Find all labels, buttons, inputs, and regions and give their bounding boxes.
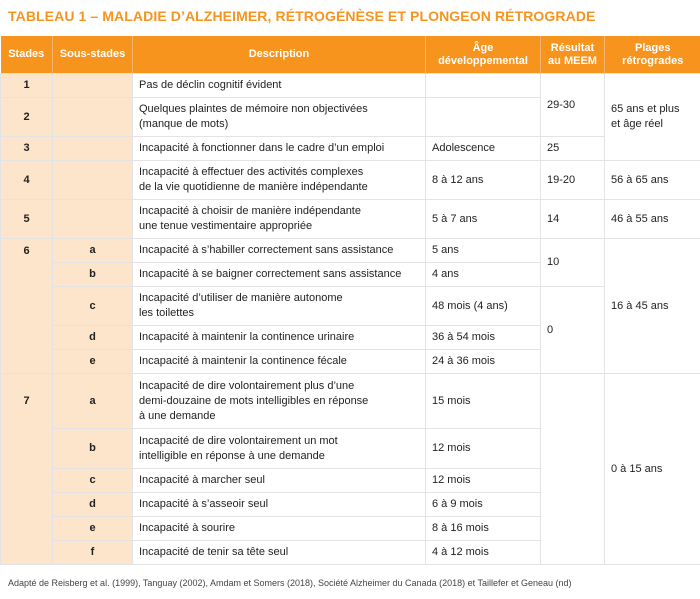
- description-line: Incapacité de dire volontairement un mot: [139, 434, 338, 447]
- table-row: [1, 200, 700, 239]
- description-cell: Incapacité à fonctionner dans le cadre d’un emploi: [133, 137, 426, 161]
- description-cell: Incapacité à maintenir la continence fécale: [133, 350, 426, 374]
- substage-cell: [53, 137, 133, 161]
- age-cell: 48 mois (4 ans): [426, 287, 541, 326]
- description-line: (manque de mots): [139, 118, 229, 130]
- description-line: Incapacité d’utiliser de manière autonome: [139, 292, 343, 304]
- description-cell: Incapacité à s’asseoir seul: [133, 493, 426, 517]
- header-description: Description: [133, 36, 426, 74]
- description-cell: Incapacité à marcher seul: [133, 469, 426, 493]
- mmse-cell: 19-20: [541, 161, 605, 200]
- description-cell: [133, 374, 426, 429]
- description-line: Incapacité à effectuer des activités complexes: [139, 166, 364, 178]
- description-cell: Incapacité à s’habiller correctement sans assistance: [133, 239, 426, 263]
- header-plages-line2: rétrogrades: [622, 54, 684, 67]
- mmse-cell: 10: [541, 239, 605, 287]
- mmse-cell: 0: [541, 287, 605, 374]
- age-cell: 24 à 36 mois: [426, 350, 541, 374]
- description-cell: Incapacité à maintenir la continence urinaire: [133, 326, 426, 350]
- header-plages-line1: Plages: [635, 41, 671, 54]
- age-cell: 12 mois: [426, 429, 541, 469]
- header-sous-stades: Sous-stades: [53, 36, 133, 74]
- header-mmse-line2: au MEEM: [548, 54, 597, 67]
- description-line: à une demande: [139, 409, 216, 422]
- mmse-cell: 25: [541, 137, 605, 161]
- description-cell: [133, 287, 426, 326]
- substage-cell: [53, 98, 133, 137]
- header-age: [426, 36, 541, 74]
- age-cell: 8 à 16 mois: [426, 517, 541, 541]
- substage-cell: c: [53, 469, 133, 493]
- substage-cell: a: [53, 374, 133, 429]
- stage-cell: 2: [1, 98, 53, 137]
- description-line: Incapacité à choisir de manière indépendante: [139, 205, 361, 217]
- header-age-line2: développemental: [438, 54, 528, 67]
- stage-cell: 4: [1, 161, 53, 200]
- substage-cell: [53, 161, 133, 200]
- stage-cell: 7: [1, 374, 53, 565]
- table-row: [1, 287, 700, 326]
- header-row: [1, 36, 700, 74]
- age-cell: [426, 98, 541, 137]
- mmse-cell: 14: [541, 200, 605, 239]
- stage-cell: 1: [1, 74, 53, 98]
- description-line: les toilettes: [139, 307, 195, 319]
- age-cell: 15 mois: [426, 374, 541, 429]
- description-cell: Incapacité de tenir sa tête seul: [133, 541, 426, 565]
- description-cell: [133, 98, 426, 137]
- description-cell: [133, 200, 426, 239]
- plage-cell: 0 à 15 ans: [605, 374, 700, 565]
- plage-cell: 16 à 45 ans: [605, 239, 700, 374]
- substage-cell: f: [53, 541, 133, 565]
- age-cell: 4 ans: [426, 263, 541, 287]
- age-cell: 4 à 12 mois: [426, 541, 541, 565]
- stage-cell: 5: [1, 200, 53, 239]
- table-row: [1, 137, 700, 161]
- header-mmse: [541, 36, 605, 74]
- source-caption: Adapté de Reisberg et al. (1999), Tanguay (2002), Amdam et Somers (2018), Société Alzheimer du Canada (2018) et Taillefer et Geneau (nd): [8, 578, 572, 588]
- description-cell: Incapacité à sourire: [133, 517, 426, 541]
- stage-cell: 3: [1, 137, 53, 161]
- substage-cell: b: [53, 263, 133, 287]
- table-row: [1, 74, 700, 98]
- description-cell: [133, 161, 426, 200]
- substage-cell: e: [53, 350, 133, 374]
- age-cell: 6 à 9 mois: [426, 493, 541, 517]
- age-cell: 5 ans: [426, 239, 541, 263]
- header-plages: [605, 36, 700, 74]
- age-cell: 5 à 7 ans: [426, 200, 541, 239]
- plage-cell: [605, 74, 700, 161]
- description-cell: [133, 429, 426, 469]
- age-cell: Adolescence: [426, 137, 541, 161]
- table-title: TABLEAU 1 – MALADIE D’ALZHEIMER, RÉTROGÉNÈSE ET PLONGEON RÉTROGRADE: [8, 8, 596, 24]
- substage-cell: c: [53, 287, 133, 326]
- description-line: demi-douzaine de mots intelligibles en réponse: [139, 394, 369, 407]
- header-stades: Stades: [1, 36, 53, 74]
- plage-cell: 56 à 65 ans: [605, 161, 700, 200]
- substage-cell: [53, 200, 133, 239]
- age-cell: 12 mois: [426, 469, 541, 493]
- substage-cell: [53, 74, 133, 98]
- description-line: Incapacité de dire volontairement plus d’une: [139, 379, 355, 392]
- stages-table: [0, 36, 700, 565]
- plage-cell: 46 à 55 ans: [605, 200, 700, 239]
- header-mmse-line1: Résultat: [550, 41, 595, 54]
- stage-cell: 6: [1, 239, 53, 374]
- description-line: de la vie quotidienne de manière indépendante: [139, 181, 368, 193]
- age-cell: 8 à 12 ans: [426, 161, 541, 200]
- description-line: intelligible en réponse à une demande: [139, 449, 325, 462]
- substage-cell: a: [53, 239, 133, 263]
- description-line: Quelques plaintes de mémoire non objectivées: [139, 103, 368, 115]
- description-line: une tenue vestimentaire appropriée: [139, 220, 313, 232]
- description-cell: Pas de déclin cognitif évident: [133, 74, 426, 98]
- table-row: [1, 374, 700, 429]
- age-cell: 36 à 54 mois: [426, 326, 541, 350]
- substage-cell: d: [53, 326, 133, 350]
- age-cell: [426, 74, 541, 98]
- substage-cell: e: [53, 517, 133, 541]
- plage-line2: et âge réel: [611, 118, 663, 130]
- plage-line1: 65 ans et plus: [611, 103, 680, 115]
- substage-cell: d: [53, 493, 133, 517]
- mmse-cell: 29-30: [541, 74, 605, 137]
- table-row: [1, 161, 700, 200]
- mmse-cell: [541, 374, 605, 565]
- table-row: [1, 239, 700, 263]
- description-cell: Incapacité à se baigner correctement sans assistance: [133, 263, 426, 287]
- substage-cell: b: [53, 429, 133, 469]
- header-age-line1: Âge: [472, 41, 494, 54]
